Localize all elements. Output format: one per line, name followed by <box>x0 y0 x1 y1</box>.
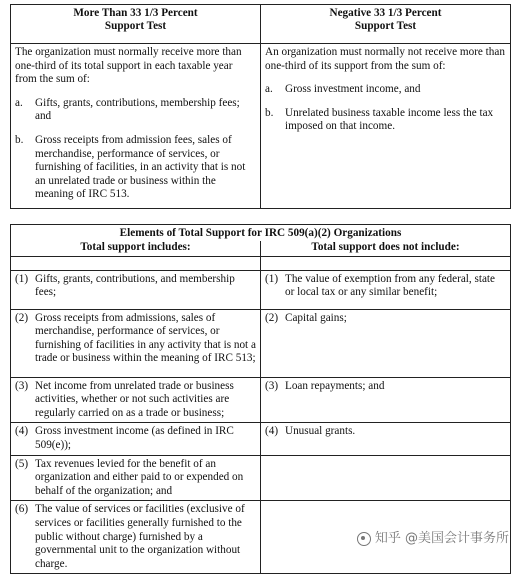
watermark-text: 知乎 @美国会计事务所 <box>374 531 509 547</box>
header-line: Support Test <box>354 20 417 32</box>
zhihu-watermark-icon <box>357 532 371 546</box>
table-title: Elements of Total Support for IRC 509(a)(2) Organizations <box>11 225 511 241</box>
row-text: Unusual grants. <box>285 425 356 438</box>
table-row <box>11 455 511 501</box>
cell-exclude <box>261 270 511 309</box>
list-item <box>265 107 506 134</box>
row-text: Gifts, grants, contributions, and membership fees; <box>35 272 235 299</box>
row-number: (2) <box>15 311 29 324</box>
intro-text: The organization must normally receive more than one-third of its total support in each taxable year from the sum of: <box>15 46 242 86</box>
cell-include <box>11 270 261 309</box>
row-number: (3) <box>265 379 279 392</box>
cell-exclude <box>261 455 511 501</box>
header-line: More Than 33 1/3 Percent <box>73 7 198 19</box>
header-negative-33 <box>261 5 511 44</box>
row-text: Gross investment income (as defined in IRC 509(e)); <box>35 425 234 451</box>
row-number: (3) <box>15 379 29 392</box>
list-item <box>15 134 256 202</box>
header-more-than-33 <box>11 5 261 44</box>
cell-negative-33 <box>261 44 511 209</box>
list-item <box>265 83 506 97</box>
cell-include <box>11 501 261 574</box>
header-includes: Total support includes: <box>11 241 261 257</box>
cell-exclude <box>261 309 511 377</box>
table-row <box>11 423 511 455</box>
row-number: (6) <box>15 503 29 516</box>
row-number: (5) <box>15 457 29 470</box>
row-number: (4) <box>265 425 279 438</box>
item-text: Gross receipts from admission fees, sales of merchandise, performance of services, or furnishing of facilities, in an activity that is not an unrelated trade or business within the meaning of IRC 513. <box>35 133 246 201</box>
row-number: (1) <box>265 272 279 285</box>
item-list <box>15 97 256 202</box>
watermark <box>357 532 509 546</box>
header-excludes: Total support does not include: <box>261 241 511 257</box>
list-item <box>15 97 256 124</box>
support-elements-table <box>10 224 511 574</box>
row-text: Tax revenues levied for the benefit of an organization and either paid to or expended on behalf of the organization; and <box>35 457 244 497</box>
table-row <box>11 270 511 309</box>
row-number: (1) <box>15 272 29 285</box>
row-text: Gross receipts from admissions, sales of merchandise, performance of services, or furnishing of facilities in any activity that is not a trade or business within the meaning of IRC 513; <box>35 311 256 365</box>
cell-include <box>11 423 261 455</box>
support-test-table <box>10 4 511 209</box>
cell-exclude <box>261 423 511 455</box>
spacer-cell <box>11 256 261 270</box>
cell-more-than-33 <box>11 44 261 209</box>
item-label: b. <box>15 133 24 146</box>
intro-text: An organization must normally not receive more than one-third of its support from the sum of: <box>265 46 505 72</box>
row-number: (4) <box>15 425 29 438</box>
table-row <box>11 377 511 423</box>
row-text: Capital gains; <box>285 311 347 324</box>
item-label: b. <box>265 106 274 119</box>
row-text: The value of services or facilities (exclusive of services or facilities generally furnished to the public without charge) furnished by a governmental unit to the organization without charge. <box>35 503 245 570</box>
cell-exclude <box>261 377 511 423</box>
cell-include <box>11 455 261 501</box>
spacer-cell <box>261 256 511 270</box>
item-text: Gifts, grants, contributions, membership fees; and <box>35 96 240 123</box>
row-number: (2) <box>265 311 279 324</box>
table-row <box>11 309 511 377</box>
item-label: a. <box>15 96 23 109</box>
item-text: Gross investment income, and <box>285 83 421 96</box>
item-label: a. <box>265 83 273 96</box>
item-text: Unrelated business taxable income less the tax imposed on that income. <box>285 106 494 133</box>
item-list <box>265 83 506 134</box>
cell-include <box>11 309 261 377</box>
row-text: Net income from unrelated trade or business activities, whether or not such activities are regularly carried on as a trade or business; <box>35 379 234 419</box>
row-text: The value of exemption from any federal, state or local tax or any similar benefit; <box>285 272 495 299</box>
row-text: Loan repayments; and <box>285 379 385 392</box>
cell-include <box>11 377 261 423</box>
header-line: Negative 33 1/3 Percent <box>329 7 442 19</box>
header-line: Support Test <box>104 20 167 32</box>
